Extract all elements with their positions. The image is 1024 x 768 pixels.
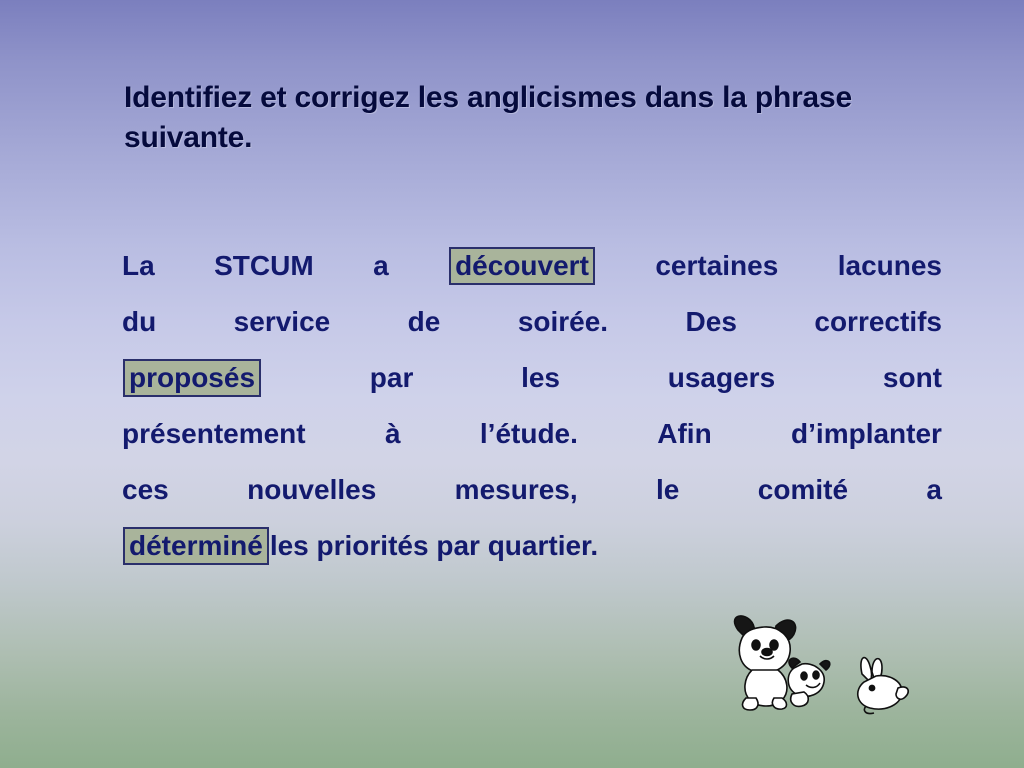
word: soirée. bbox=[517, 306, 609, 337]
word: du bbox=[122, 306, 157, 337]
word: service bbox=[233, 306, 331, 337]
boxed-word-decouvert[interactable]: découvert bbox=[449, 247, 595, 285]
body-line-1 bbox=[122, 238, 942, 294]
body-line-3 bbox=[122, 350, 942, 406]
body-line-6 bbox=[122, 518, 942, 574]
word: STCUM bbox=[214, 250, 314, 281]
body-line-4 bbox=[122, 406, 942, 462]
word: présentement bbox=[122, 418, 306, 449]
word: le bbox=[656, 474, 680, 505]
word: nouvelles bbox=[247, 474, 377, 505]
cartoon-dog-and-rabbit-icon bbox=[716, 612, 956, 722]
boxed-word-proposes[interactable]: proposés bbox=[123, 359, 261, 397]
body-line-2 bbox=[122, 294, 942, 350]
word: a bbox=[373, 250, 389, 281]
word: ces bbox=[122, 474, 169, 505]
word: comité bbox=[757, 474, 849, 505]
word: Afin bbox=[657, 418, 712, 449]
word: à bbox=[384, 418, 401, 449]
word: d’implanter bbox=[791, 418, 942, 449]
word: a bbox=[926, 474, 942, 505]
slide-body bbox=[122, 238, 942, 574]
word: usagers bbox=[667, 362, 776, 393]
word: certaines bbox=[655, 250, 779, 281]
slide-title: Identifiez et corrigez les anglicismes dans la phrase suivante. bbox=[124, 81, 853, 154]
word: Des bbox=[685, 306, 737, 337]
word: La bbox=[122, 250, 155, 281]
word: l’étude. bbox=[479, 418, 578, 449]
word: par bbox=[369, 362, 414, 393]
word: lacunes bbox=[837, 250, 942, 281]
word: les priorités par quartier. bbox=[269, 530, 599, 561]
body-line-5 bbox=[122, 462, 942, 518]
boxed-word-determine[interactable]: déterminé bbox=[123, 527, 269, 565]
word: correctifs bbox=[814, 306, 942, 337]
word: de bbox=[407, 306, 441, 337]
word: sont bbox=[882, 362, 942, 393]
word: les bbox=[521, 362, 561, 393]
word: mesures, bbox=[454, 474, 578, 505]
